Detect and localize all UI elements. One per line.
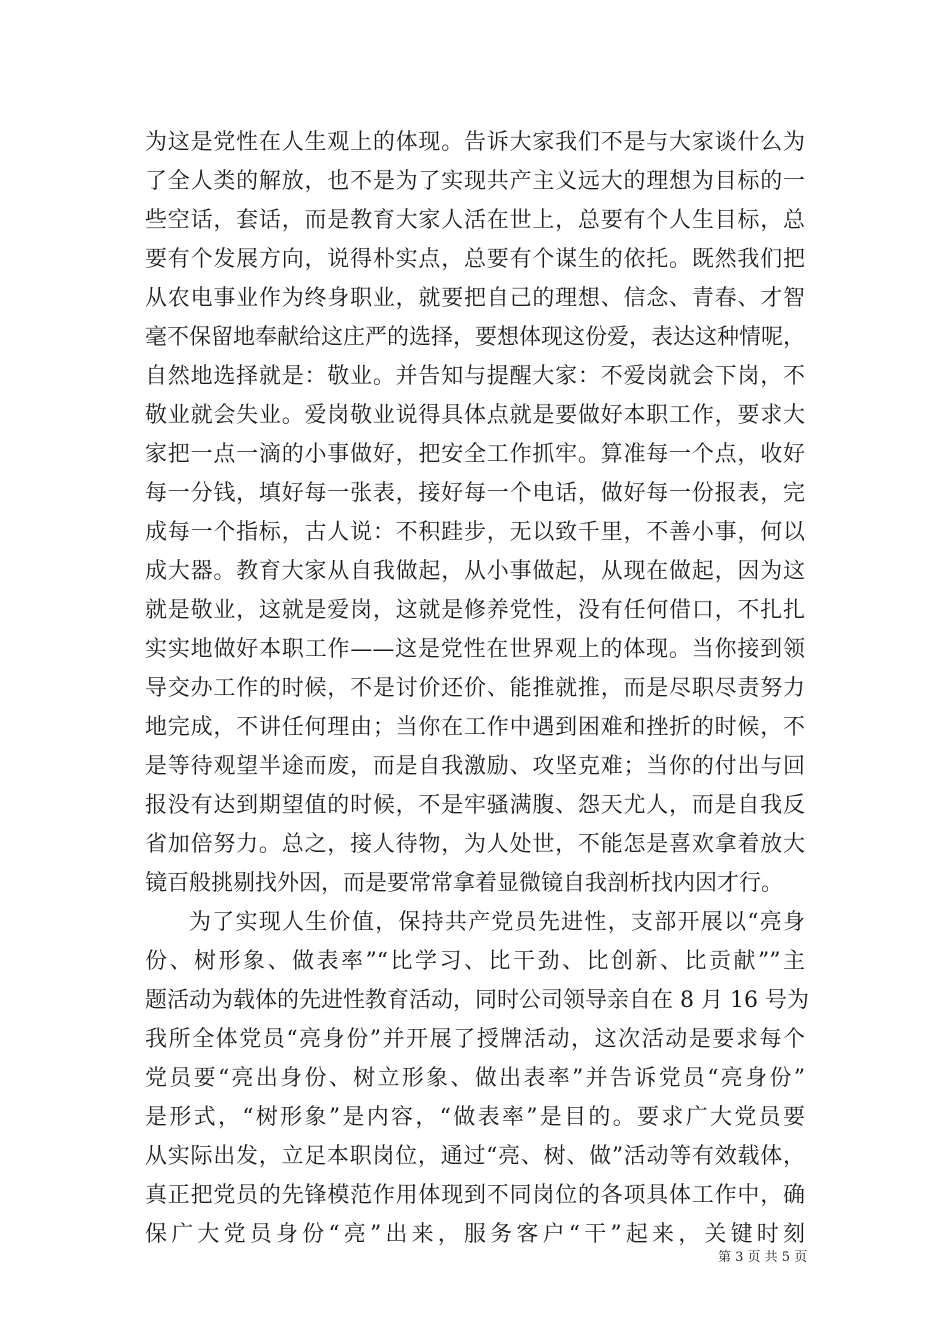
text-line: 自然地选择就是：敬业。并告知与提醒大家：不爱岗就会下岗，不 [145,364,805,389]
text-line: 真正把党员的先锋模范作用体现到不同岗位的各项具体工作中，确 [145,1183,805,1208]
page-number: 第 3 页 共 5 页 [718,1250,808,1265]
text-line: 要有个发展方向，说得朴实点，总要有个谋生的依托。既然我们把 [145,247,805,272]
text-line: 我所全体党员“亮身份”并开展了授牌活动，这次活动是要求每个 [145,1027,805,1052]
text-line: 了全人类的解放，也不是为了实现共产主义远大的理想为目标的一 [145,169,805,194]
text-line: 成大器。教育大家从自我做起，从小事做起，从现在做起，因为这 [145,559,805,584]
text-line: 党员要“亮出身份、树立形象、做出表率”并告诉党员“亮身份” [145,1066,805,1091]
text-line: 题活动为载体的先进性教育活动，同时公司领导亲自在 8 月 16 号为 [145,988,809,1013]
text-line: 毫不保留地奉献给这庄严的选择，要想体现这份爱，表达这种情呢， [145,325,806,350]
text-line: 地完成，不讲任何理由；当你在工作中遇到困难和挫折的时候，不 [145,715,805,740]
text-line: 是等待观望半途而废，而是自我激励、攻坚克难；当你的付出与回 [145,754,805,779]
text-line: 省加倍努力。总之，接人待物，为人处世，不能怎是喜欢拿着放大 [145,832,805,857]
text-line: 为了实现人生价值，保持共产党员先进性，支部开展以“亮身 [189,910,805,935]
text-line: 从农电事业作为终身职业，就要把自己的理想、信念、青春、才智 [145,286,805,311]
text-line: 导交办工作的时候，不是讨价还价、能推就推，而是尽职尽责努力 [145,676,805,701]
text-line: 保广大党员身份“亮”出来，服务客户“干”起来，关键时刻 [145,1222,805,1247]
text-line: 就是敬业，这就是爱岗，这就是修养党性，没有任何借口，不扎扎 [145,598,805,623]
text-line: 每一分钱，填好每一张表，接好每一个电话，做好每一份报表，完 [145,481,805,506]
text-line: 成每一个指标，古人说：不积跬步，无以致千里，不善小事，何以 [145,520,805,545]
text-line: 些空话，套话，而是教育大家人活在世上，总要有个人生目标，总 [145,208,805,233]
text-line: 份、树形象、做表率”“比学习、比干劲、比创新、比贡献””主 [145,949,805,974]
text-line: 从实际出发，立足本职岗位，通过“亮、树、做”活动等有效载体， [145,1144,805,1169]
paragraph-1 [145,123,805,903]
text-line: 敬业就会失业。爱岗敬业说得具体点就是要做好本职工作，要求大 [145,403,805,428]
document-body [145,123,809,1254]
text-line: 为这是党性在人生观上的体现。告诉大家我们不是与大家谈什么为 [145,130,805,155]
text-line: 报没有达到期望值的时候，不是牢骚满腹、怨天尤人，而是自我反 [145,793,805,818]
text-line: 实实地做好本职工作——这是党性在世界观上的体现。当你接到领 [145,637,805,662]
paragraph-2 [145,903,809,1254]
text-line: 是形式，“树形象”是内容，“做表率”是目的。要求广大党员要 [145,1105,805,1130]
text-line: 镜百般挑剔找外因，而是要常常拿着显微镜自我剖析找内因才行。 [145,871,784,896]
text-line: 家把一点一滴的小事做好，把安全工作抓牢。算准每一个点，收好 [145,442,805,467]
